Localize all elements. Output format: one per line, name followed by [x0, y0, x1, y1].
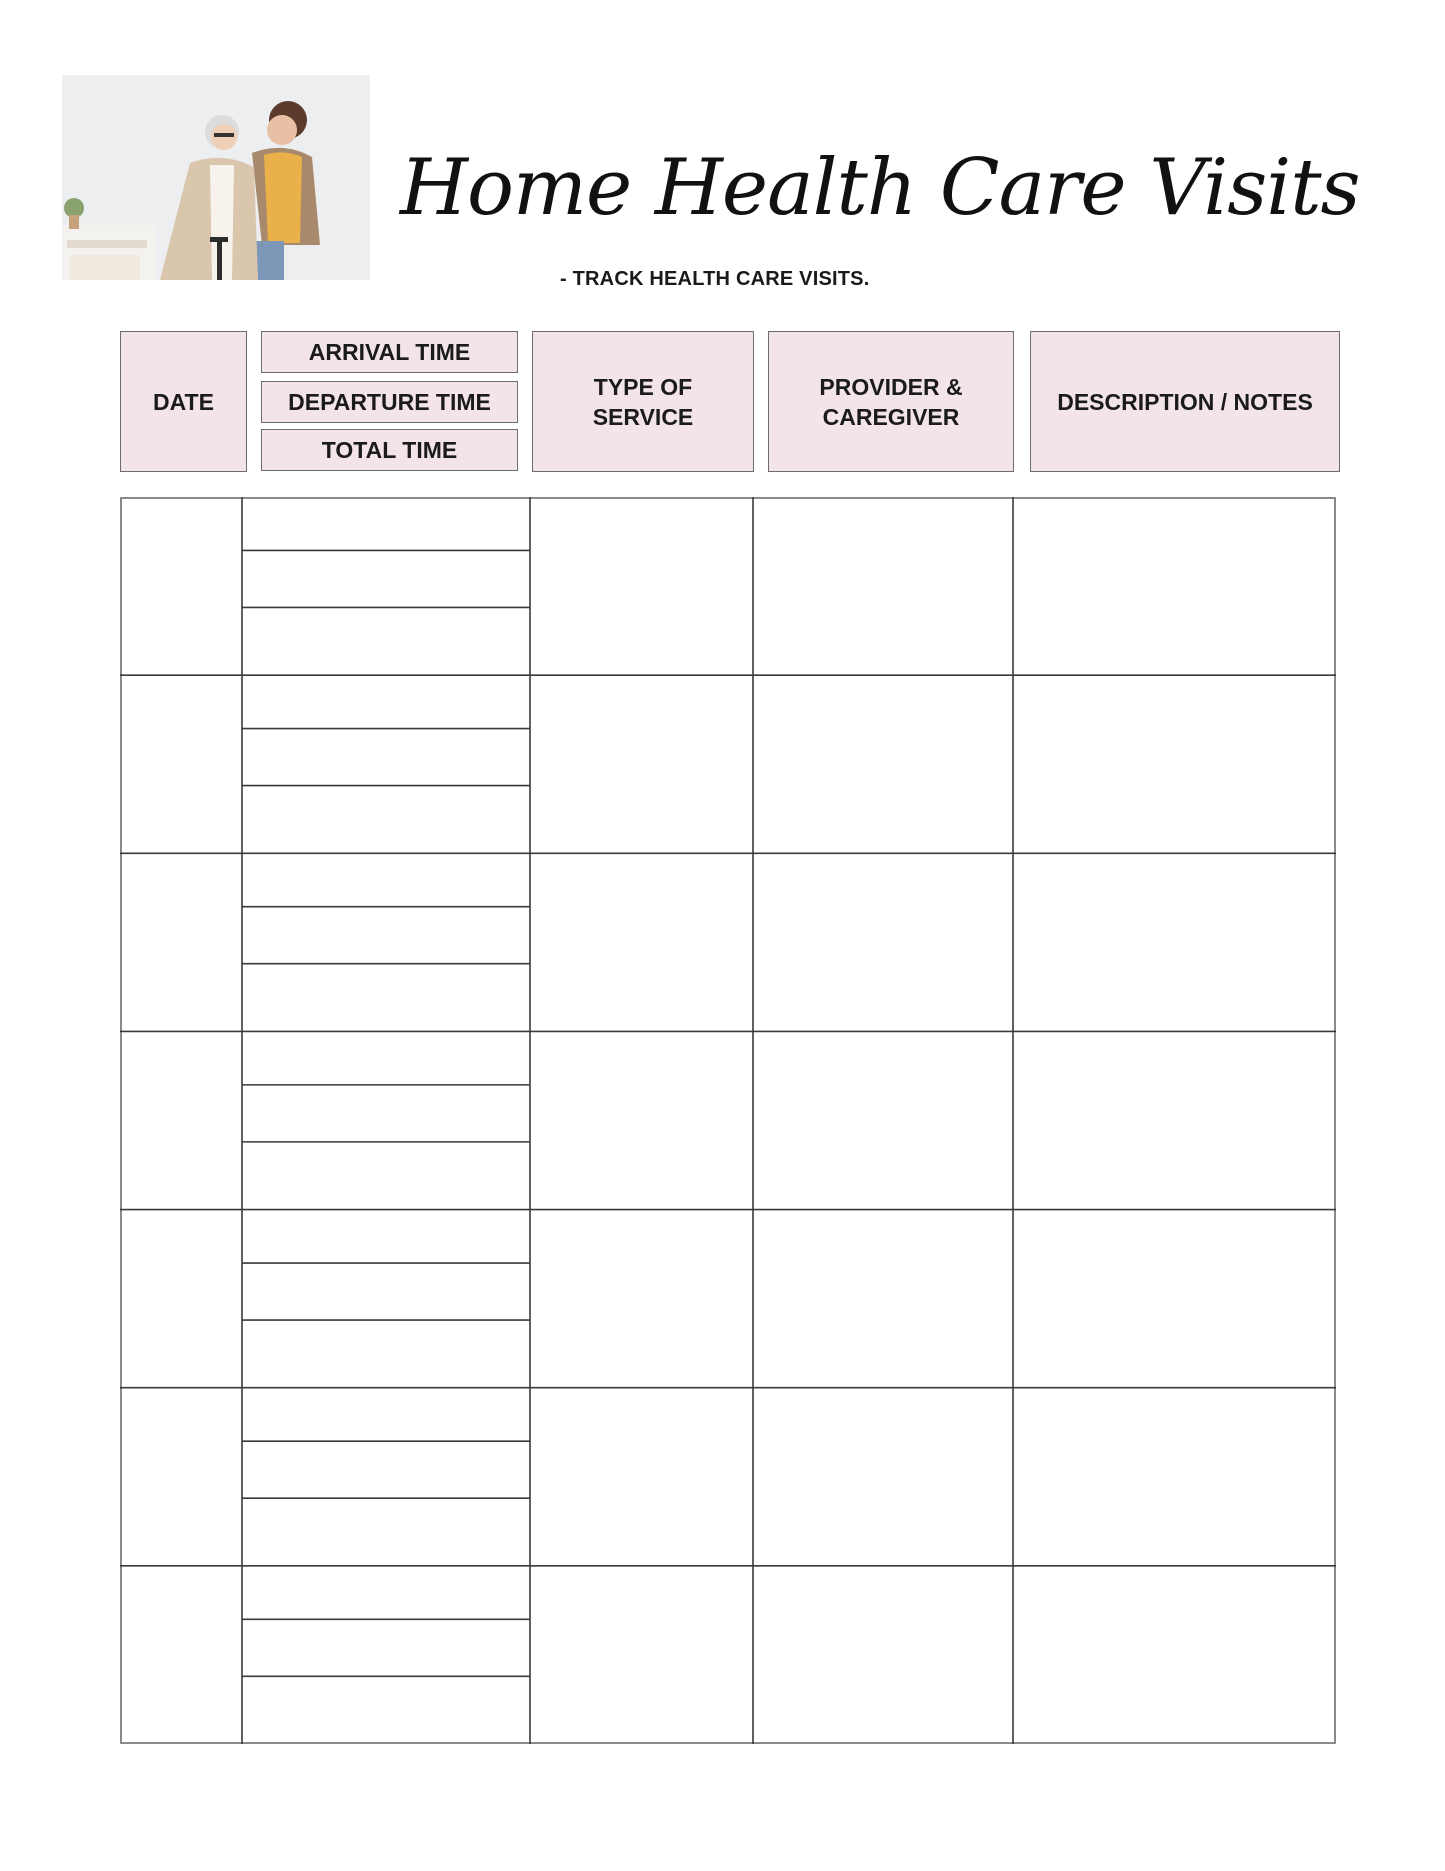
column-header-provider-caregiver — [768, 331, 1014, 472]
column-header-type-line1: TYPE OF — [593, 373, 693, 400]
column-header-provider-line1: PROVIDER & — [819, 373, 963, 400]
caregiver-with-elderly-woman-icon — [62, 75, 370, 280]
page-subtitle: - TRACK HEALTH CARE VISITS. — [560, 268, 870, 290]
column-header-provider-line2: CAREGIVER — [822, 403, 960, 430]
column-header-departure-label: DEPARTURE TIME — [288, 389, 491, 415]
column-header-type-of-service — [532, 331, 754, 472]
column-header-arrival-label: ARRIVAL TIME — [308, 339, 471, 365]
column-header-notes-label: DESCRIPTION / NOTES — [1057, 388, 1313, 415]
column-header-type-line2: SERVICE — [592, 403, 694, 430]
column-header-arrival-time — [261, 331, 518, 373]
page-title: Home Health Care Visits — [400, 143, 1360, 233]
column-header-date-label: DATE — [153, 388, 214, 415]
table-border — [121, 498, 1335, 1743]
visit-log-grid — [120, 497, 1336, 1744]
column-header-description-notes — [1030, 331, 1340, 472]
column-header-date — [120, 331, 247, 472]
column-header-departure-time — [261, 381, 518, 423]
column-header-total-time — [261, 429, 518, 471]
column-header-total-label: TOTAL TIME — [321, 437, 458, 463]
visit-log-table — [120, 497, 1336, 1744]
caregiver-photo — [62, 75, 370, 280]
